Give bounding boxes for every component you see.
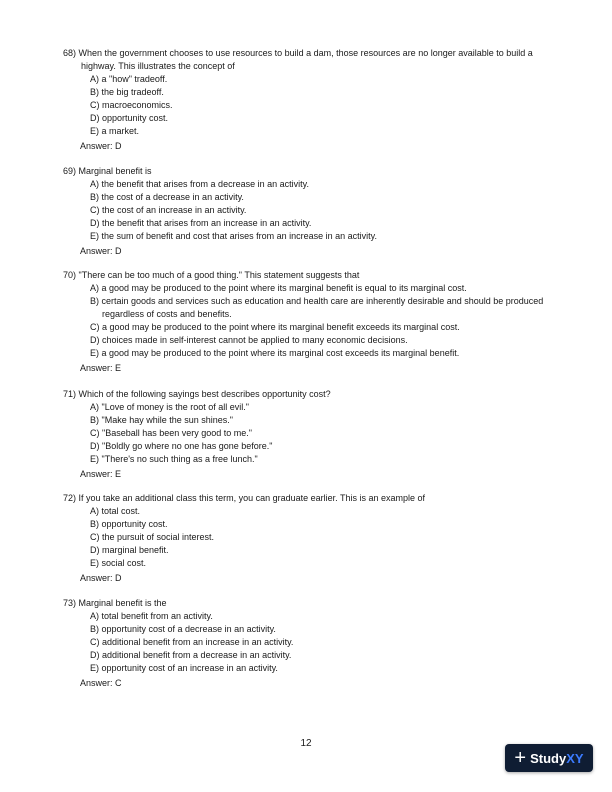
option-d: D) opportunity cost.	[90, 113, 169, 123]
option-d: D) marginal benefit.	[90, 545, 169, 555]
option-d: D) "Boldly go where no one has gone before."	[90, 441, 273, 451]
answer-key: Answer: D	[80, 573, 122, 583]
option-b: B) opportunity cost.	[90, 519, 168, 529]
question-68	[63, 47, 563, 153]
option-e: E) "There's no such thing as a free lunch."	[90, 454, 258, 464]
option-a: A) the benefit that arises from a decrease in an activity.	[90, 179, 309, 189]
answer-key: Answer: C	[80, 678, 122, 688]
question-stem: 69) Marginal benefit is	[63, 166, 152, 176]
answer-options	[90, 505, 563, 570]
option-a: A) a good may be produced to the point where its marginal benefit is equal to its marginal cost.	[90, 283, 467, 293]
answer-options	[90, 178, 563, 243]
option-a: A) "Love of money is the root of all evil."	[90, 402, 249, 412]
answer-options	[90, 610, 563, 675]
question-stem: 71) Which of the following sayings best describes opportunity cost?	[63, 389, 331, 399]
logo-text-xy: XY	[566, 750, 584, 766]
option-d: D) the benefit that arises from an increase in an activity.	[90, 218, 312, 228]
answer-key: Answer: E	[80, 469, 122, 479]
option-a: A) total benefit from an activity.	[90, 611, 213, 621]
question-73	[63, 597, 563, 690]
question-stem: 72) If you take an additional class this term, you can graduate earlier. This is an example of	[63, 493, 426, 503]
option-e: E) opportunity cost of an increase in an activity.	[90, 663, 278, 673]
question-70	[63, 269, 563, 375]
option-b: B) opportunity cost of a decrease in an activity.	[90, 624, 276, 634]
answer-options	[90, 73, 563, 138]
option-d: D) additional benefit from a decrease in an activity.	[90, 650, 292, 660]
plus-icon: +	[514, 747, 527, 769]
page-number: 12	[300, 738, 312, 749]
option-d: D) choices made in self-interest cannot be applied to many economic decisions.	[90, 335, 408, 345]
option-e: E) the sum of benefit and cost that arises from an increase in an activity.	[90, 231, 377, 241]
question-72	[63, 492, 563, 585]
option-a: A) a "how" tradeoff.	[90, 74, 168, 84]
answer-options	[90, 401, 563, 466]
option-b: B) "Make hay while the sun shines."	[90, 415, 233, 425]
option-b: B) the cost of a decrease in an activity.	[90, 192, 244, 202]
answer-key: Answer: D	[80, 141, 122, 151]
option-c: C) the cost of an increase in an activity.	[90, 205, 247, 215]
answer-key: Answer: E	[80, 363, 122, 373]
question-stem: 73) Marginal benefit is the	[63, 598, 167, 608]
option-e: E) social cost.	[90, 558, 147, 568]
option-e: E) a good may be produced to the point where its marginal cost exceeds its marginal benefit.	[90, 348, 460, 358]
question-69	[63, 165, 563, 258]
option-e: E) a market.	[90, 126, 140, 136]
option-c: C) the pursuit of social interest.	[90, 532, 215, 542]
logo-text-study: Study	[530, 750, 567, 766]
option-a: A) total cost.	[90, 506, 141, 516]
studyxy-logo[interactable]	[505, 744, 593, 772]
answer-key: Answer: D	[80, 246, 122, 256]
option-c: C) macroeconomics.	[90, 100, 173, 110]
option-c: C) a good may be produced to the point where its marginal benefit exceeds its marginal cost.	[90, 322, 460, 332]
answer-options	[90, 282, 563, 360]
question-71	[63, 388, 563, 481]
question-stem: 68) When the government chooses to use resources to build a dam, those resources are no longer available to build a highway. This illustrates the concept of	[63, 48, 533, 71]
question-stem: 70) "There can be too much of a good thing." This statement suggests that	[63, 270, 360, 280]
option-b: B) the big tradeoff.	[90, 87, 164, 97]
option-c: C) "Baseball has been very good to me."	[90, 428, 252, 438]
option-b: B) certain goods and services such as education and health care are inherently desirable and should be produced regardless of costs and benefits.	[90, 296, 544, 319]
option-c: C) additional benefit from an increase in an activity.	[90, 637, 294, 647]
